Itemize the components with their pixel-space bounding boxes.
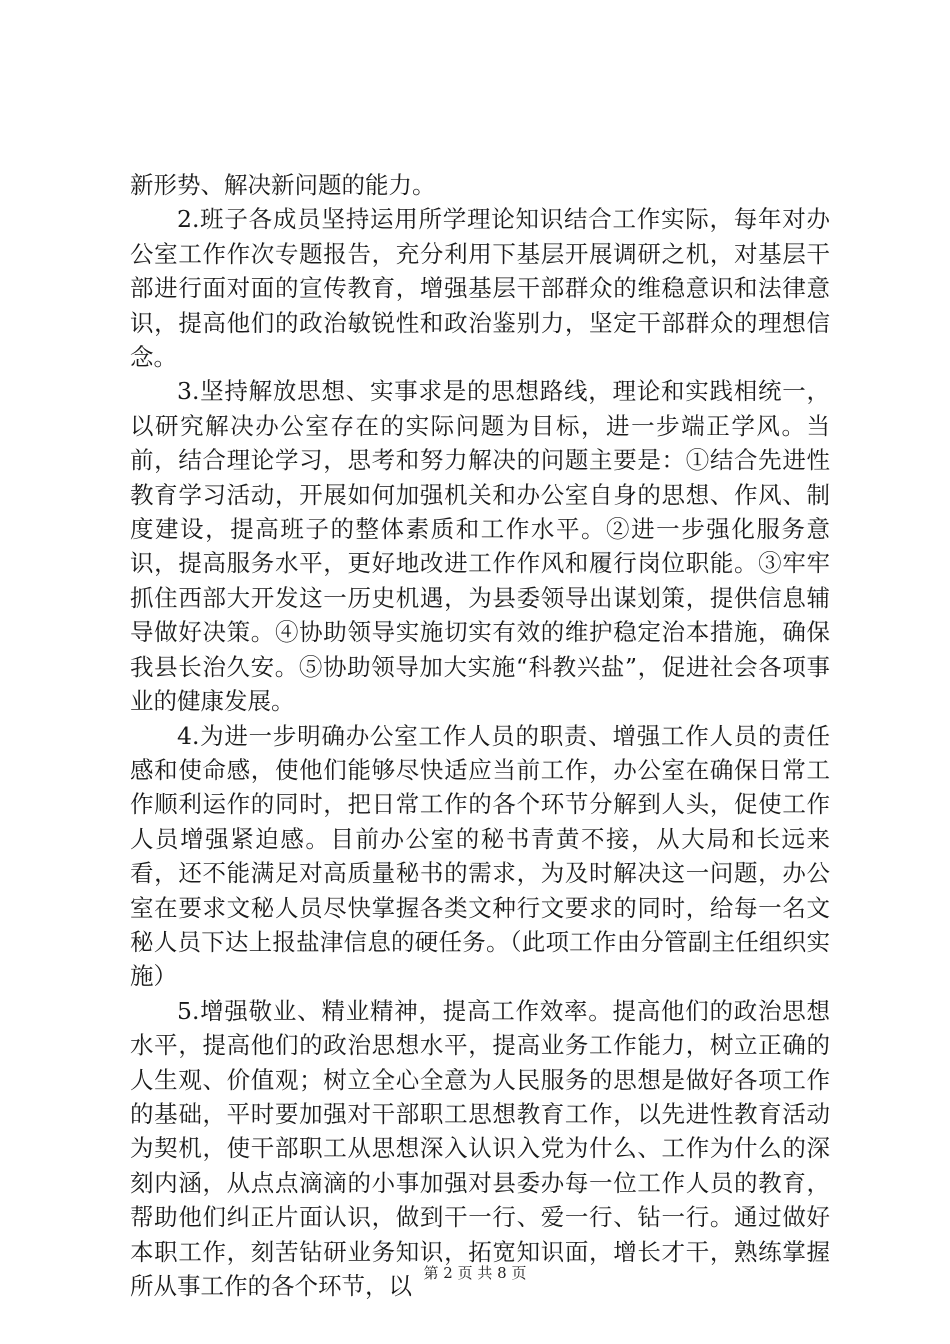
paragraph-continuation: 新形势、解决新问题的能力。 — [130, 171, 436, 199]
paragraph-item-2: 2.班子各成员坚持运用所学理论知识结合工作实际，每年对办公室工作作次专题报告，充分利用下基层开展调研之机，对基层干部进行面对面的宣传教育，增强基层干部群众的维稳意识和法律意识，提高他们的政治敏锐性和政治鉴别力，坚定干部群众的理想信念。 — [130, 205, 830, 372]
paragraph-item-4: 4.为进一步明确办公室工作人员的职责、增强工作人员的责任感和使命感，使他们能够尽快适应当前工作，办公室在确保日常工作顺利运作的同时，把日常工作的各个环节分解到人头，促使工作人员增强紧迫感。目前办公室的秘书青黄不接，从大局和长远来看，还不能满足对高质量秘书的需求，为及时解决这一问题，办公室在要求文秘人员尽快掌握各类文种行文要求的同时，给每一名文秘人员下达上报盐津信息的硬任务。（此项工作由分管副主任组织实施） — [130, 721, 830, 991]
paragraph-item-3: 3.坚持解放思想、实事求是的思想路线，理论和实践相统一，以研究解决办公室存在的实际问题为目标，进一步端正学风。当前，结合理论学习，思考和努力解决的问题主要是：①结合先进性教育学习活动，开展如何加强机关和办公室自身的思想、作风、制度建设，提高班子的整体素质和工作水平。②进一步强化服务意识，提高服务水平，更好地改进工作作风和履行岗位职能。③牢牢抓住西部大开发这一历史机遇，为县委领导出谋划策，提供信息辅导做好决策。④协助领导实施切实有效的维护稳定治本措施，确保我县长治久安。⑤协助领导加大实施“科教兴盐”，促进社会各项事业的健康发展。 — [130, 377, 830, 716]
document-body — [130, 168, 830, 1303]
page-number-footer: 第 2 页 共 8 页 — [423, 1264, 527, 1282]
paragraph-item-5: 5.增强敬业、精业精神，提高工作效率。提高他们的政治思想水平，提高他们的政治思想水平，提高业务工作能力，树立正确的人生观、价值观；树立全心全意为人民服务的思想是做好各项工作的基础，平时要加强对干部职工思想教育工作，以先进性教育活动为契机，使干部职工从思想深入认识入党为什么、工作为什么的深刻内涵，从点点滴滴的小事加强对县委办每一位工作人员的教育，帮助他们纠正片面认识，做到干一行、爱一行、钻一行。通过做好本职工作，刻苦钻研业务知识，拓宽知识面，增长才干，熟练掌握所从事工作的各个环节，以 — [130, 996, 830, 1300]
